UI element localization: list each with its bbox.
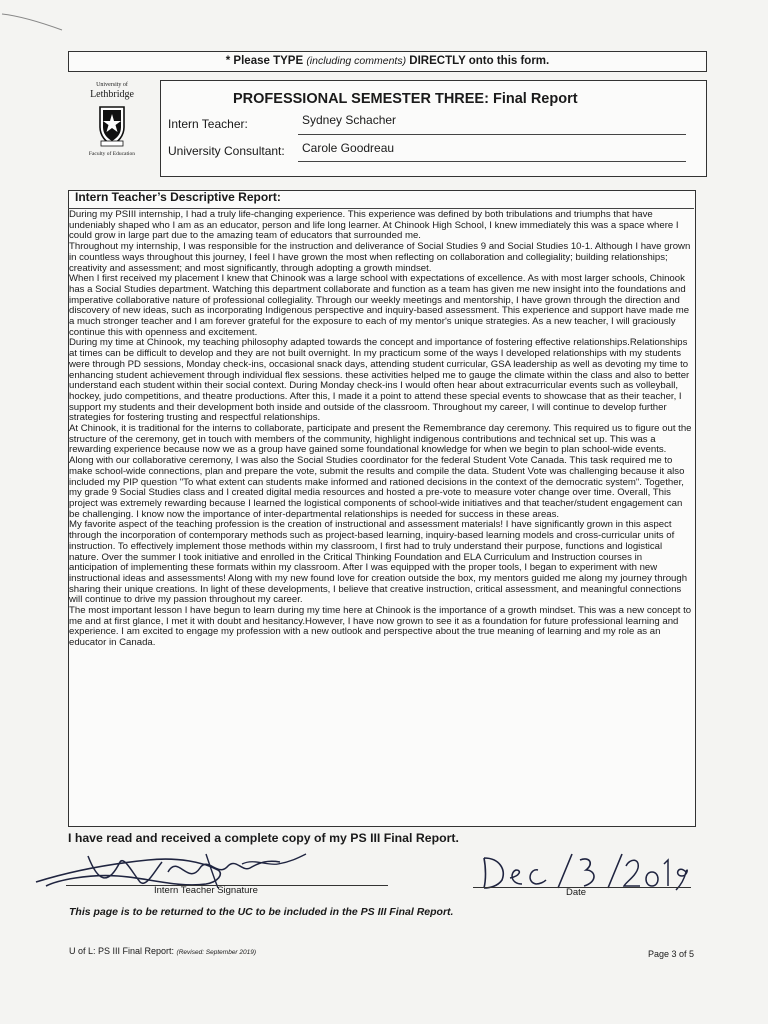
banner-lead: * Please TYPE (225, 55, 307, 67)
report-paragraph: At Chinook, it is traditional for the interns to collaborate, participate and present the Remembrance day ceremony. This required us to figure out the structure of the ceremony, get in touch with members of the community, highlight indigenous contributions and technical set up. This was a rewarding experience because now we as a group have gained some foundational knowledge for when we begin to plan school-wide events. Along with our collaborative ceremony, I was also the Social Studies coordinator for the federal Student Vote Canada. This task required me to make school-wide connections, plan and prepare the vote, submit the results and compile the data. Student Vote was challenging because it also included my PIP question "To what extent can students make informed and rationed decisions in the context of the democratic system". Together, my grade 9 Social Studies class and I created digital media resources and hosted a pre-vote to measure voter change over time. Overall, This project was extremely rewarding because I learned the logistical components of school-wide initiatives and that teacher/student engagement can be challenging. I know now the importance of inter-departmental relationships is needed for success in these areas. (69, 423, 692, 520)
intern-teacher-value[interactable]: Sydney Schacher (302, 113, 397, 127)
university-consultant-label: University Consultant: (168, 144, 285, 158)
banner-tail: DIRECTLY onto this form. (406, 55, 550, 67)
date-label: Date (566, 887, 587, 898)
intern-teacher-underline (298, 134, 686, 135)
descriptive-report-title: Intern Teacher’s Descriptive Report: (75, 190, 281, 204)
scan-mark (0, 6, 70, 36)
page-number: Page 3 of 5 (648, 949, 695, 959)
crest-icon (92, 103, 132, 149)
intern-teacher-label: Intern Teacher: (168, 117, 248, 131)
university-logo (80, 82, 144, 166)
report-heading: PROFESSIONAL SEMESTER THREE: Final Report (233, 91, 578, 107)
university-consultant-value[interactable]: Carole Goodreau (302, 141, 395, 155)
banner-italic: (including comments) (306, 55, 407, 67)
footer-form-name (69, 946, 256, 956)
report-paragraph: When I first received my placement I knew that Chinook was a large school with expectations of excellence. As with most larger schools, Chinook has a Social Studies department. Watching this department collaborate and function as a team has given me new insight into the foundations and imperative collaborative nature of professional collegiality. Through our weekly meetings and mentorship, I have grown through the direction and discovery of new ideas, such as incorporating Indigenous perspective and inquiry-based assessment. This experience and support have made me a much stronger teacher and I am forever grateful for the exposure to each of my mentor's unique strategies. As a new teacher, I will graciously continue this with openness and excitement. (69, 273, 690, 338)
logo-line1: University of (96, 82, 128, 88)
signature-label: Intern Teacher Signature (154, 885, 258, 896)
report-paragraph: Throughout my internship, I was responsible for the instruction and deliverance of Social Studies 9 and Social Studies 10-1. Although I have grown in countless ways throughout this journey, I feel I have grown the most when reflecting on collaboration and collegiality; building relationships; creativity and assessment; and most significantly, through adopting a growth mindset. (69, 241, 691, 274)
footer-form-title: U of L: PS III Final Report: (69, 946, 177, 956)
university-consultant-underline (298, 161, 686, 162)
logo-faculty: Faculty of Education (88, 151, 136, 157)
type-instruction-banner (68, 51, 707, 72)
footer-revised: (Revised: September 2019) (176, 949, 257, 956)
handwritten-date (476, 852, 696, 892)
descriptive-report-text[interactable] (68, 210, 692, 649)
report-paragraph: During my time at Chinook, my teaching philosophy adapted towards the concept and importance of fostering effective relationships.Relationships at times can be difficult to develop and they are not built overnight. In my practicum some of the ways I developed relationships with my students were through PD sessions, Monday check-ins, occasional snack days, attending student curricular, GSA leadership as well as devoting my time to enhancing student achievement through individual flex sessions. these activities helped me to gauge the climate within the class and also to better understand each student within their social context. During Monday check-ins I would often hear about extracurricular events such as volleyball, hockey, judo competitions, and theatre productions. After this, I made it a point to attend these special events to showcase that as their teacher, I support my students and their development both inside and outside of the classroom. Throughout my career, I will continue to develop further strategies for fostering trusting and respectful relationships. (69, 337, 690, 424)
report-paragraph: My favorite aspect of the teaching profession is the creation of instructional and assessment materials! I have significantly grown in this aspect through the incorporation of contemporary methods such as project-based learning, inquiry-based learning models and cross-curricular units of instruction. To effectively implement those methods within my classroom, I first had to truly understand their purpose, functions and logistical nature. Over the summer I took initiative and enrolled in the Critical Thinking Foundation and ELA Curriculum and Instruction courses in anticipation of implementing these formats within my classroom. After I was equipped with the proper tools, I began to experiment with new instructional ideas and assessments! Along with my new found love for creation outside the box, my mentors guided me along my journey through sharing their unique creations. In light of these developments, I believe that creative instruction, critical assessment, and meaningful connections will continue to drive my passion throughout my career. (69, 519, 688, 606)
report-paragraph: The most important lesson I have begun to learn during my time here at Chinook is the importance of a growth mindset. This was a new concept to me and at first glance, I met it with doubt and hesitancy.However, I have now grown to see it as a foundation for future professional learning and experience. I am excited to engage my profession with a new outlook and perspective about the true meaning of learning and my role as an educator in Canada. (69, 605, 692, 649)
logo-line2: Lethbridge (90, 89, 134, 100)
return-instruction: This page is to be returned to the UC to be included in the PS III Final Report. (69, 906, 454, 918)
acknowledgement-statement: I have read and received a complete copy of my PS III Final Report. (68, 831, 459, 845)
report-paragraph: During my PSIII internship, I had a truly life-changing experience. This experience was defined by both tribulations and triumphs that have undeniably shaped who I am as an educator, person and life long learner. At Chinook High School, I knew immediately this was a space where I could grow in large part due to the amazing team of educators that surrounded me. (69, 209, 679, 242)
